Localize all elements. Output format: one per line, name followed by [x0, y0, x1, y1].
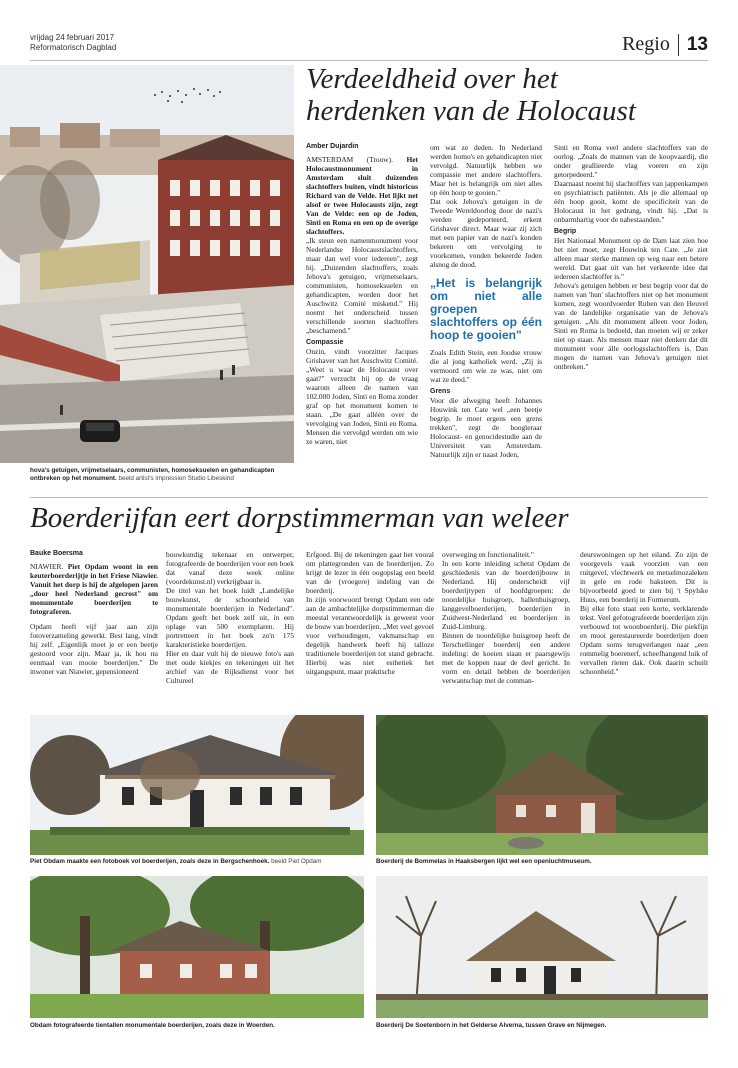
article1-caption-text: hova's getuigen, vrijmetselaars, communisten, homoseksuelen en gehandicapten ontbreken op het monument.: [30, 467, 275, 482]
caption-text: Piet Obdam maakte een fotoboek vol boerderijen, zoals deze in Bergschenhoek.: [30, 858, 270, 865]
page-header-right: [622, 33, 708, 56]
farm-photo-bergschenhoek: [30, 715, 364, 855]
farm-caption-2: [376, 858, 708, 866]
article1-paragraph: Zoals Edith Stein, een Joodse vrouw die al jong katholiek werd. „Zij is vermoord om wie ze was, niet om wat ze deed.": [430, 348, 542, 384]
article1-lead: [306, 155, 418, 236]
farm-illustration: [30, 876, 364, 1018]
farm-photo-woerden: [30, 876, 364, 1018]
article1-subheading: Begrip: [554, 228, 577, 235]
farm-illustration: [376, 876, 708, 1018]
caption-text: Boerderij De Soetenborn in het Gelderse Alverna, tussen Grave en Nijmegen.: [376, 1022, 607, 1029]
farm-illustration: [30, 715, 364, 855]
farm-photo-haaksbergen: [376, 715, 708, 855]
article2-paragraph: De titel van het boek luidt „Landelijke bouwkunst, de schoonheid van monumentale boerderijen in Nederland". Opdam geeft het boek zelf uit, in een oplage van 500 exemplaren. Hij portretteert in het boek zo'n 175 karakteristieke boerderijen.: [166, 586, 294, 649]
farm-illustration: [376, 715, 708, 855]
article2-paragraph: overweging en functionaliteit.": [442, 550, 534, 559]
article2-paragraph: deurswoningen op het eiland. Zo zijn de voorgevels vaak voorzien van een ruitgevel, vlechtwerk en metselmozaïeken in gele en rode baksteen. Dit is bijvoorbeeld goed te zien bij 't Spylske Huus, een boerderij in Formerum.: [580, 550, 708, 604]
article2-column-2: [166, 550, 294, 685]
monument-photo: [0, 65, 294, 463]
article1-title-line2: herdenken van de Holocaust: [306, 95, 636, 128]
article2-paragraph: In een korte inleiding schetst Opdam de geschiedenis van de boerderijbouw in Nederland. Hij onderscheidt vijf boerderijtypen of hoofdgroepen: de noordelijke huisgroep, hallenhuisgroep, langgevelboerderijen, boerderijen in Zuidwest-Nederland en boerderijen in Zuid-Limburg.: [442, 559, 570, 631]
farm-caption-4: [376, 1022, 708, 1030]
article1-column-1: [306, 155, 418, 446]
article2-paragraph: Hier en daar vult hij de nieuwe foto's aan met oude kiekjes en tekeningen uit het archief van de Rijksdienst voor het Cultureel: [166, 649, 294, 685]
article1-paragraph: Het Nationaal Monument op de Dam laat zien hoe het niet moet, zegt Houwink ten Cate. „Je ziet alleen maar sterke mannen op weg naar een betere wereld. Dat gaat uit van het verkeerde idee dat iedereen slachtoffer is.": [554, 236, 708, 281]
article2-paragraph: Erfgoed. Bij de tekeningen gaat het vooral om plattegronden van de boerderijen. Zo krijgt de lezer in één oogopslag een beeld van de (vroegere) indeling van de boerderij.: [306, 550, 434, 595]
article1-byline: Amber Dujardin: [306, 143, 359, 150]
article1-title: [306, 63, 716, 128]
article2-lead: [30, 562, 158, 616]
article2-paragraph: Opdam heeft vijf jaar aan zijn fotoverzameling gewerkt. Best lang, vindt hij zelf. „Eigenlijk moet je er een beetje gestoord voor zijn. Maar ja, ik hou nu eenmaal van mooie boerderijen." De inwoner van Niawier, gepensioneerd: [30, 622, 158, 676]
article2-lead-text: Piet Opdam woont in een keuterboerderijtje in het Friese Niawier. Vanuit het dorp is hij de afgelopen jaren „door heel Nederland gecrost" om monumentale boerderijen te fotograferen.: [30, 562, 158, 616]
article2-column-5: [580, 550, 708, 676]
article1-dateline: AMSTERDAM (Trouw).: [306, 155, 393, 164]
article1-paragraph: om wat ze deden. In Nederland werden homo's en gehandicapten niet vervolgd. Natuurlijk hebben we compassie met andere slachtoffers. Maar het is belangrijk om niet alles op één hoop te gooien.": [430, 143, 542, 197]
article2-column-1: [30, 562, 158, 676]
caption-text: Boerderij de Bommelas in Haaksbergen lijkt wel een openluchtmuseum.: [376, 858, 592, 865]
page-header-left: [30, 33, 116, 53]
article2-paragraph: Bij elke foto staat een korte, verklarende tekst. Veel gefotografeerde boerderijen zijn verbouwd tot woonboerderij. Die piekfijn en mooi gerestaureerde boerderijen doen Opdam soms terugverlangen naar „een rommelig boerenerf, scheefhangend luik of vervallen rieten dak. Ook daarin schuilt schoonheid.": [580, 604, 708, 676]
article2-byline: Bauke Boersma: [30, 550, 83, 557]
article1-lead-text: Het Holocaustmonument in Amsterdam sluit duizenden slachtoffers buiten, vindt historicus Richard van de Velde. Het lijkt net alsof er twee Holocausts zijn, zegt Van de Velde: een op de Joden, Sinti en Roma en een op de overige slachtoffers.: [306, 155, 418, 236]
header-divider: [678, 34, 679, 56]
newspaper-name: Reformatorisch Dagblad: [30, 43, 117, 52]
caption-credit: beeld Piet Opdam: [271, 858, 322, 865]
article1-paragraph: Sinti en Roma veel andere slachtoffers van de oorlog. „Zoals de mannen van de koopvaardij, die onder geallieerde vlag voeren en zijn getorpedeerd.": [554, 143, 708, 179]
article1-caption-credit: beeld artist's impression Studio Libeskind: [118, 475, 234, 482]
farm-photo-alverna: [376, 876, 708, 1018]
caption-text: Obdam fotografeerde tientallen monumentale boerderijen, zoals deze in Woerden.: [30, 1022, 275, 1029]
article1-caption: [30, 467, 298, 483]
article2-column-3: [306, 550, 434, 676]
article2-paragraph: bouwkundig tekenaar en ontwerper, fotografeerde de boerderijen voor een boek dat vanaf deze week online (voordekunst.nl) verkrijgbaar is.: [166, 550, 294, 586]
article2-paragraph: Binnen de noordelijke huisgroep heeft de Terschellinger boerderij een andere indeling: de koeien staan er paarsgewijs met de koppen naar de deel gericht. In vorm en detail hebben de boerderijen verwantschap met de comman-: [442, 631, 570, 685]
article1-paragraph: Daarnaast noemt hij slachtoffers van jappenkampen en psychiatrisch patiënten. Als je die allemaal op één hoop gooit, komt de specificiteit van de Holocaust in het gedrang, vindt hij. „Dat is onbarmhartig voor de nabestaanden.": [554, 179, 708, 224]
issue-date: vrijdag 24 februari 2017: [30, 33, 115, 42]
article-divider: [30, 497, 708, 498]
article2-title: Boerderijfan eert dorpstimmerman van weleer: [30, 502, 569, 534]
article1-column-3: [554, 143, 708, 371]
article1-paragraph: Voor die afweging heeft Johannes Houwink ten Cate wel „een beetje begrip. Je moet ergens een grens trekken", zegt de hoogleraar Holocaust- en genocidestudie aan de Universiteit van Amsterdam. Natuurlijk zijn er naast Joden,: [430, 396, 542, 459]
article1-title-line1: Verdeeldheid over het: [306, 63, 558, 95]
farm-caption-3: [30, 1022, 364, 1030]
article1-pull-quote: „Het is belangrijk om niet alle groepen slachtoffers op één hoop te gooien": [430, 276, 542, 342]
header-rule: [30, 60, 708, 61]
article1-paragraph: „Ik steun een namenmonument voor Nederlandse Holocaustslachtoffers, maar dan wel voor iedereen", zegt hij. „Duizenden slachtoffers, zoals Jehova's getuigen, vrijmetselaars, communisten, homoseksuelen en gehandicapten, worden door het Auschwitz Comité miskend." Hij noemt het onderscheid tussen verschillende soorten slachtoffers „beschamend.": [306, 236, 418, 335]
section-name: Regio: [622, 33, 670, 55]
article1-subheading: Grens: [430, 388, 451, 395]
article2-column-4: [442, 550, 570, 685]
article1-paragraph: Onzin, vindt voorzitter Jacques Grishaver van het Auschwitz Comité. „Weet u waar de Holocaust over gaat?" verzucht hij op de vraag waarom alleen de namen van 102.000 Joden, Sinti en Roma zonder graf op het monument komen te staan. „De gaat alléén over de vervolging van Joden, Sinti en Roma. Mensen die vervolgd werden om wie ze waren, niet: [306, 347, 418, 446]
article2-paragraph: In zijn voorwoord brengt Opdam een ode aan de ambachtelijke dorpstimmerman die meestal verantwoordelijk is geweest voor de bouw van boerderijen. „Met veel gevoel voor verhoudingen, vakmanschap en degelijk handwerk heeft hij talloze traditionele boerderijen tot stand gebracht. Hierbij was niet esthetiek het uitgangspunt, maar praktische: [306, 595, 434, 676]
article1-paragraph: Dat ook Jehova's getuigen in de Tweede Wereldoorlog door de nazi's werden gedeporteerd, erkent Grishaver direct. Maar waar zij zich met een papier van de nazi's konden bekeren om vervolging te voorkomen, vonden bekeerde Joden alsnog de dood.: [430, 197, 542, 269]
article1-paragraph: Jehova's getuigen hebben er best begrip voor dat de namen van 'hun' slachtoffers niet op het monument komen, zegt woordvoerder Ruben van den Heuvel van de landelijke organisatie van de Jehova's getuigen. „Als dit monument alleen voor Joden, Sinti en Roma is bedoeld, dan moeten wij er zeker niet op staan. Als mensen maar niet denken dat dit monument voor álle oorlogsslachtoffers is. Dan mogen de namen van Jehova's getuigen niet ontbreken.": [554, 281, 708, 371]
article2-dateline: NIAWIER.: [30, 562, 64, 571]
page-number: 13: [686, 33, 708, 55]
farm-caption-1: [30, 858, 364, 866]
article1-subheading: Compassie: [306, 339, 344, 346]
article1-column-2: [430, 143, 542, 459]
monument-illustration: [0, 65, 294, 463]
